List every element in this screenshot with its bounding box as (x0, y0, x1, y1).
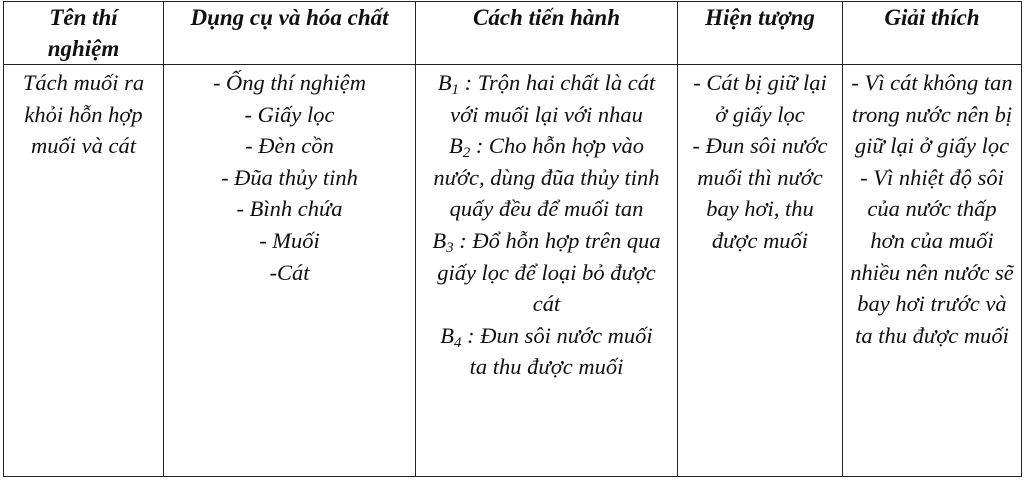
step-text: : Đun sôi nước muối ta thu được muối (461, 322, 653, 380)
step-text: : Đổ hỗn hợp trên qua giấy lọc để loại bỏ được cát (437, 227, 661, 317)
header-explanation (843, 2, 1022, 65)
header-phenomenon (678, 2, 843, 65)
experiment-name-text: Tách muối ra khỏi hỗn hợp muối và cát (22, 70, 145, 159)
procedure-step (420, 320, 673, 383)
explanation-item: - Vì cát không tan trong nước nên bị giữ lại ở giấy lọc (851, 70, 1013, 159)
explanation-item: - Vì nhiệt độ sôi của nước thấp hơn của muối nhiều nên nước sẽ bay hơi trước và ta thu được muối (850, 164, 1014, 348)
tool-item: - Đèn cồn (245, 133, 334, 159)
table-row (4, 65, 1022, 477)
cell-phenomenon (678, 65, 843, 477)
header-tools (164, 2, 416, 65)
tool-item: - Bình chứa (236, 196, 343, 222)
tool-item: - Muối (259, 227, 320, 253)
header-experiment-name (4, 2, 164, 65)
step-label: B (440, 322, 455, 348)
experiment-table (3, 1, 1022, 477)
procedure-step (420, 67, 673, 130)
cell-experiment-name (4, 65, 164, 477)
step-number: 1 (451, 82, 459, 98)
procedure-step (420, 130, 673, 225)
header-phenomenon-text: Hiện tượng (705, 5, 815, 30)
procedure-step (420, 225, 673, 320)
header-explanation-text: Giải thích (884, 5, 980, 30)
header-procedure (416, 2, 678, 65)
cell-procedure (416, 65, 678, 477)
header-experiment-name-text: Tên thí nghiệm (47, 5, 120, 61)
phenomenon-item: - Cát bị giữ lại ở giấy lọc (693, 70, 827, 127)
tool-item: - Giấy lọc (244, 101, 335, 127)
step-text: : Trộn hai chất là cát với muối lại với nhau (450, 70, 656, 127)
step-text: : Cho hỗn hợp vào nước, dùng đũa thủy tinh quấy đều để muối tan (433, 133, 660, 222)
header-procedure-text: Cách tiến hành (473, 5, 620, 30)
step-label: B (437, 70, 452, 95)
header-tools-text: Dụng cụ và hóa chất (190, 5, 389, 30)
header-row (4, 2, 1022, 65)
phenomenon-item: - Đun sôi nước muối thì nước bay hơi, thu được muối (692, 133, 828, 253)
tool-item: -Cát (269, 259, 310, 285)
tool-item: - Ống thí nghiệm (212, 70, 367, 95)
step-number: 4 (454, 334, 462, 351)
step-number: 3 (446, 239, 454, 256)
cell-explanation (843, 65, 1022, 477)
cell-tools (164, 65, 416, 477)
step-label: B (448, 133, 463, 159)
step-number: 2 (462, 145, 471, 162)
tool-item: - Đũa thủy tinh (221, 164, 358, 190)
step-label: B (432, 227, 447, 253)
